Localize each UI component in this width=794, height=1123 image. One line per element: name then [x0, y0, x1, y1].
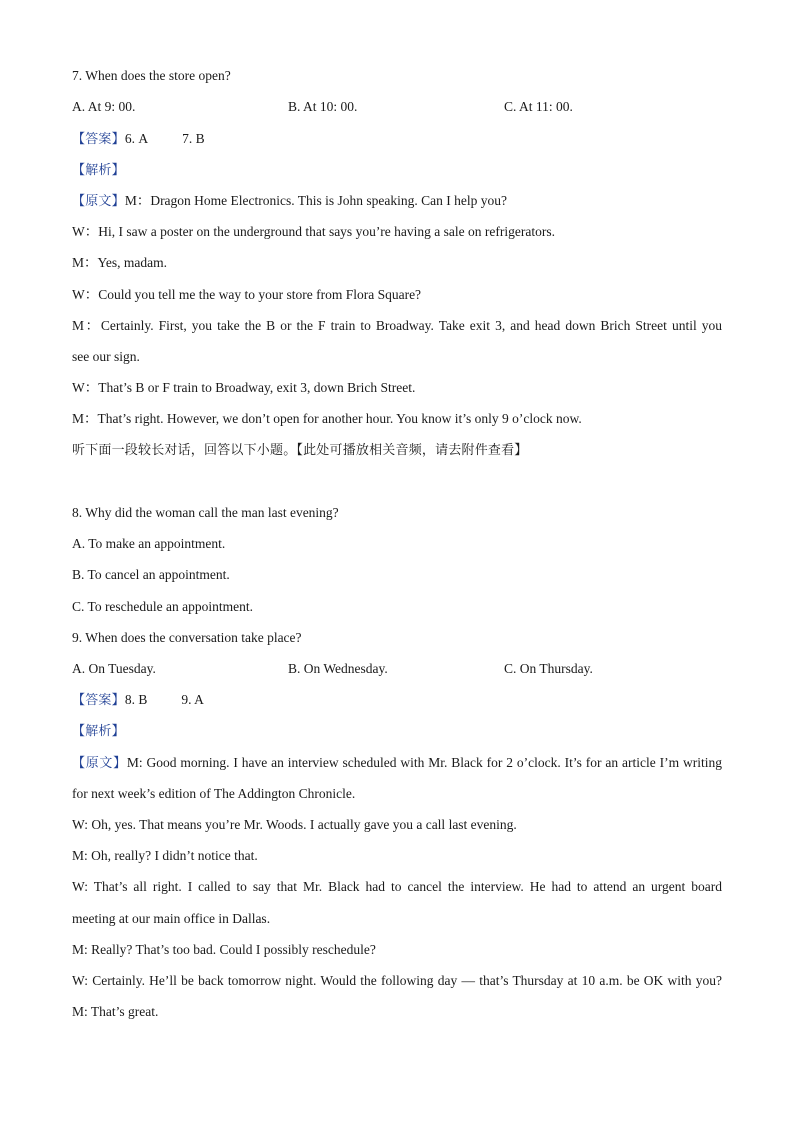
answer-line-1	[72, 129, 722, 149]
question-8-option-b: B. To cancel an appointment.	[72, 567, 230, 582]
option-b: B. At 10: 00.	[288, 99, 358, 114]
transcript-line: W: Certainly. He’ll be back tomorrow night. Would the following day — that’s Thursday at 10 a.m. be OK with you?	[72, 973, 722, 988]
question-7-options	[72, 97, 722, 117]
answer-9: 9. A	[181, 692, 204, 707]
answer-6: 6. A	[124, 131, 149, 146]
transcript-line: M：That’s right. However, we don’t open for another hour. You know it’s only 9 o’clock now.	[72, 411, 582, 426]
option-b: B. On Wednesday.	[288, 661, 388, 676]
transcript-line: M: Really? That’s too bad. Could I possibly reschedule?	[72, 942, 376, 957]
question-8-option-a: A. To make an appointment.	[72, 536, 226, 551]
option-c: C. On Thursday.	[504, 661, 593, 676]
transcript-line: M: That’s great.	[72, 1004, 159, 1019]
transcript-line: W：Hi, I saw a poster on the underground that says you’re having a sale on refrigerators.	[72, 224, 555, 239]
transcript-line: 【原文】M: Good morning. I have an interview scheduled with Mr. Black for 2 o’clock. It’s for an article I’m writing	[72, 755, 722, 771]
transcript-line: W：That’s B or F train to Broadway, exit 3, down Brich Street.	[72, 380, 416, 395]
analysis-heading-1: 【解析】	[72, 163, 125, 178]
transcript-line: see our sign.	[72, 349, 140, 364]
option-c: C. At 11: 00.	[504, 99, 573, 114]
answer-tag: 【答案】	[72, 132, 125, 147]
transcript-line: for next week’s edition of The Addington Chronicle.	[72, 786, 356, 801]
transcript-line: M: Oh, really? I didn’t notice that.	[72, 848, 258, 863]
answer-7: 7. B	[182, 131, 205, 146]
original-tag: 【原文】	[72, 756, 127, 771]
transcript-line: meeting at our main office in Dallas.	[72, 911, 271, 926]
question-8-option-c: C. To reschedule an appointment.	[72, 599, 254, 614]
transcript-line: M：Certainly. First, you take the B or the F train to Broadway. Take exit 3, and head down Brich Street until you	[72, 318, 722, 333]
transcript-line: 【原文】M：Dragon Home Electronics. This is John speaking. Can I help you?	[72, 193, 507, 209]
question-9-options	[72, 659, 722, 679]
transcript-line: W：Could you tell me the way to your store from Flora Square?	[72, 287, 422, 302]
option-a: A. At 9: 00.	[72, 99, 136, 114]
question-9: 9. When does the conversation take place?	[72, 630, 302, 645]
transcript-line: W: Oh, yes. That means you’re Mr. Woods. I actually gave you a call last evening.	[72, 817, 517, 832]
transcript-line: M：Yes, madam.	[72, 255, 168, 270]
question-8: 8. Why did the woman call the man last evening?	[72, 505, 339, 520]
listening-instruction: 听下面一段较长对话，回答以下小题。【此处可播放相关音频，请去附件查看】	[72, 443, 528, 458]
original-tag: 【原文】	[72, 194, 125, 209]
question-7: 7. When does the store open?	[72, 68, 231, 83]
analysis-heading-2: 【解析】	[72, 724, 125, 739]
answer-tag: 【答案】	[72, 693, 125, 708]
answer-line-2	[72, 690, 722, 710]
option-a: A. On Tuesday.	[72, 661, 156, 676]
transcript-line: W: That’s all right. I called to say that Mr. Black had to cancel the interview. He had to attend an urgent board	[72, 879, 722, 894]
answer-8: 8. B	[124, 692, 148, 707]
